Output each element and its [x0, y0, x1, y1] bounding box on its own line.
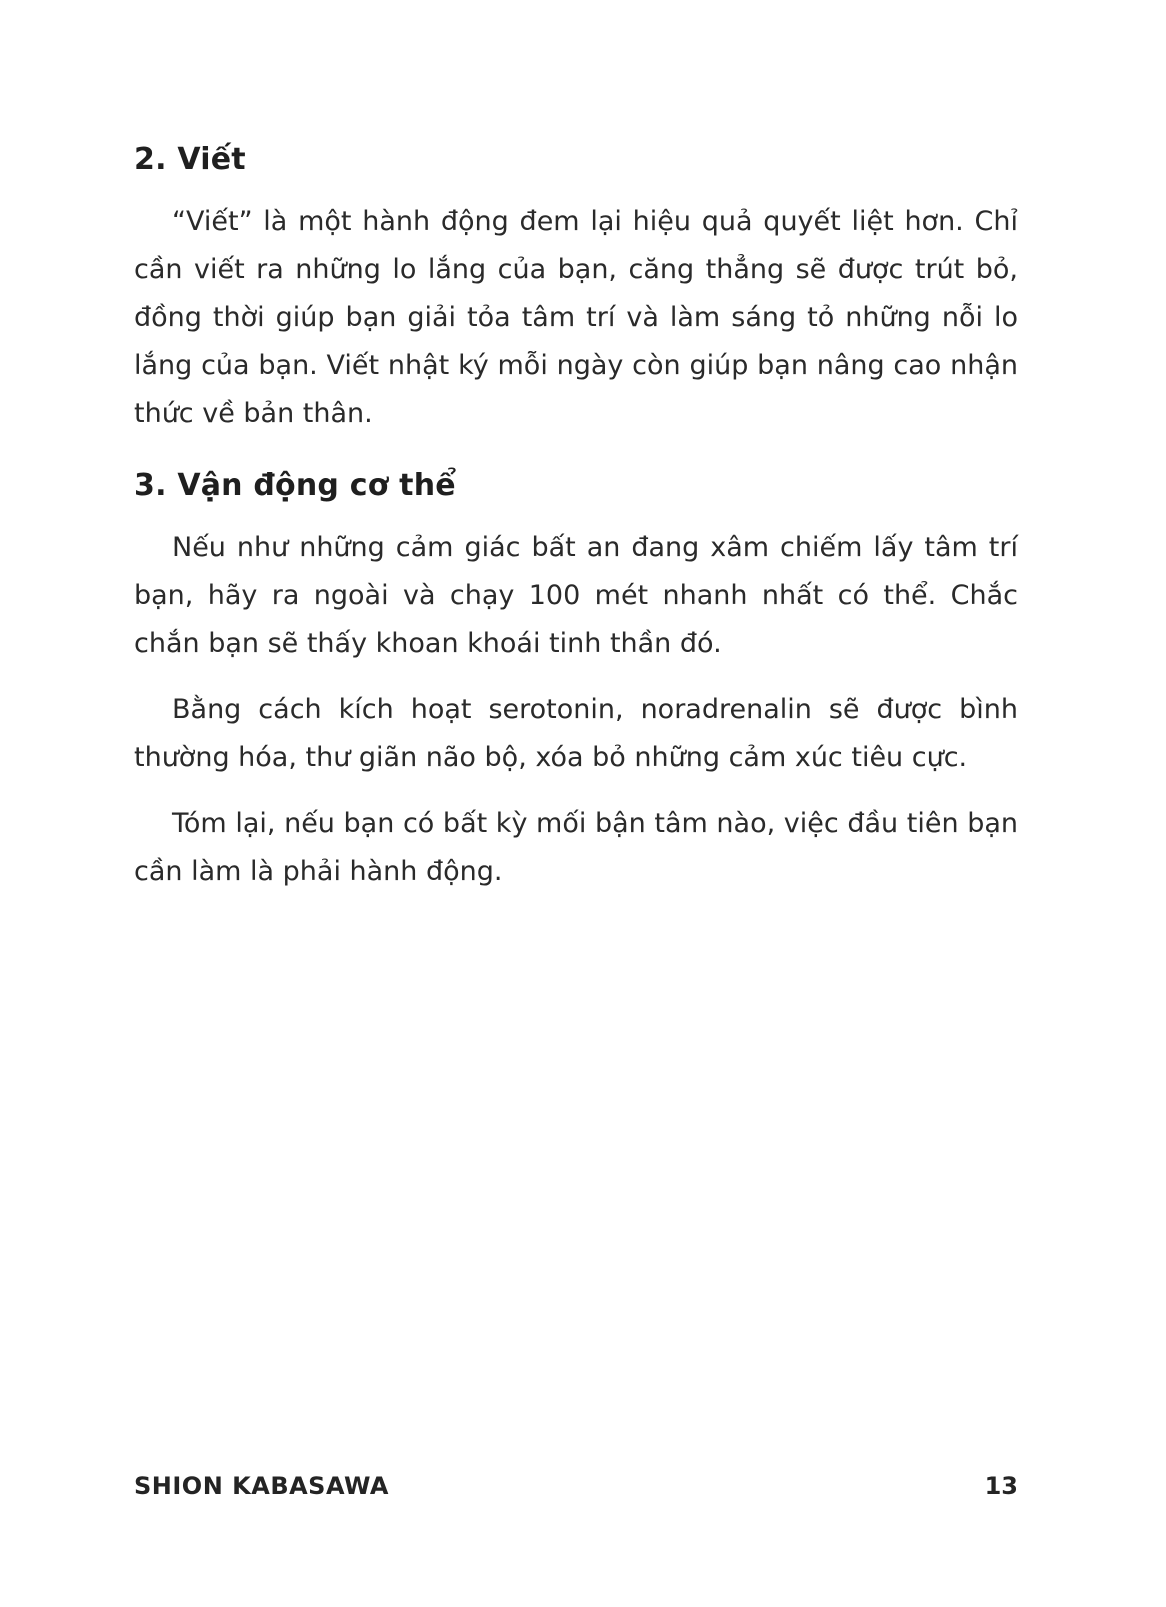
footer-author: SHION KABASAWA	[134, 1472, 389, 1500]
paragraph: Nếu như những cảm giác bất an đang xâm chiếm lấy tâm trí bạn, hãy ra ngoài và chạy 100 mét nhanh nhất có thể. Chắc chắn bạn sẽ thấy khoan khoái tinh thần đó.	[134, 532, 1018, 659]
section-heading-van-dong-co-the: 3. Vận động cơ thể	[134, 468, 456, 503]
section-heading-viet: 2. Viết	[134, 142, 246, 177]
page-number: 13	[984, 1472, 1018, 1500]
page-footer	[134, 1472, 1018, 1500]
paragraph: Tóm lại, nếu bạn có bất kỳ mối bận tâm nào, việc đầu tiên bạn cần làm là phải hành động.	[134, 808, 1018, 887]
paragraph: Bằng cách kích hoạt serotonin, noradrenalin sẽ được bình thường hóa, thư giãn não bộ, xóa bỏ những cảm xúc tiêu cực.	[134, 694, 1018, 773]
paragraph: “Viết” là một hành động đem lại hiệu quả quyết liệt hơn. Chỉ cần viết ra những lo lắng của bạn, căng thẳng sẽ được trút bỏ, đồng thời giúp bạn giải tỏa tâm trí và làm sáng tỏ những nỗi lo lắng của bạn. Viết nhật ký mỗi ngày còn giúp bạn nâng cao nhận thức về bản thân.	[134, 206, 1018, 429]
page-content	[134, 140, 1018, 914]
